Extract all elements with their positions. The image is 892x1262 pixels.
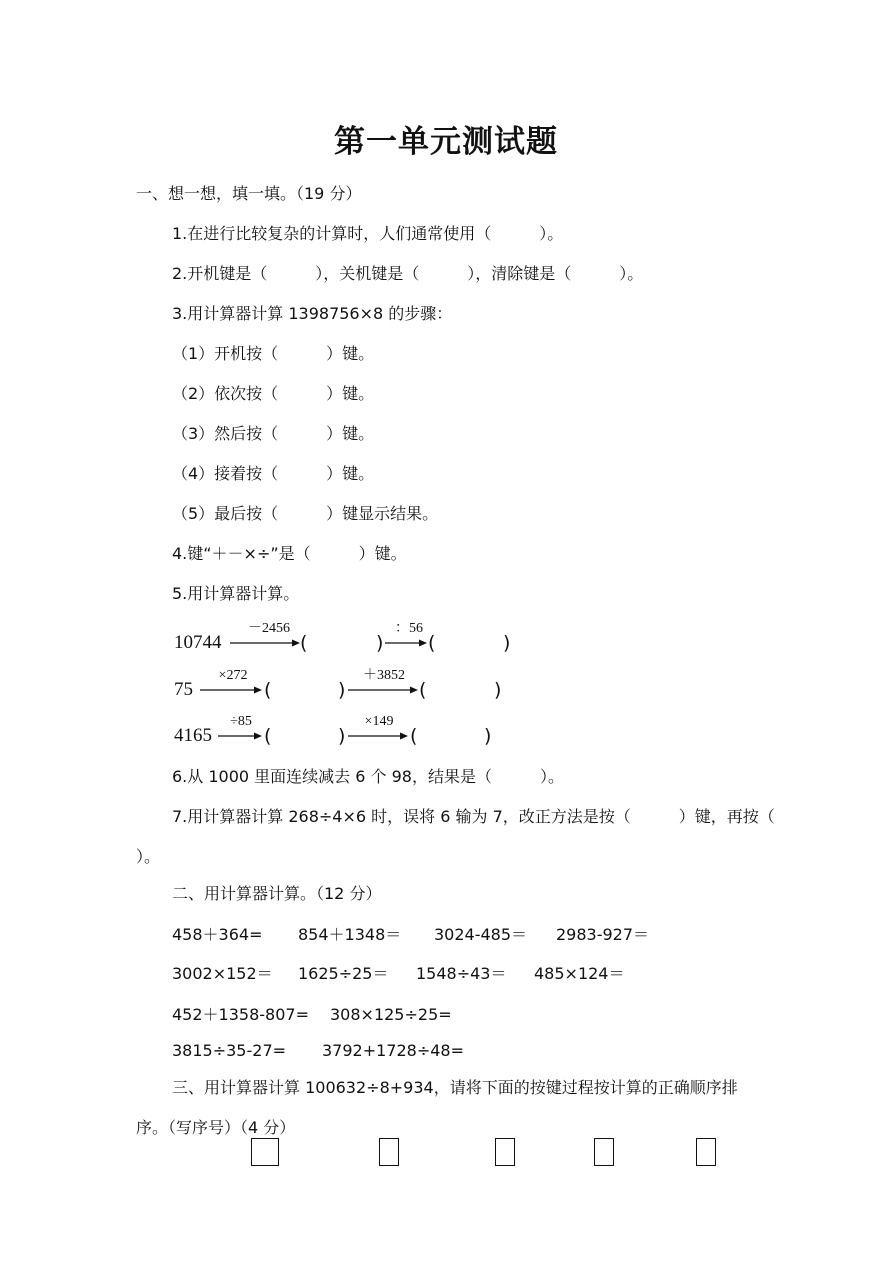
calc-expression: 3024-485＝	[434, 925, 528, 944]
question-5: 5.用计算器计算。	[172, 584, 300, 603]
calc-expression: 452＋1358-807=	[172, 1005, 309, 1024]
calc-expression: 854＋1348＝	[298, 925, 402, 944]
order-answer-box[interactable]	[594, 1138, 614, 1166]
calc-expression: 3815÷35-27=	[172, 1041, 287, 1060]
arrow-icon	[385, 638, 427, 648]
calc-expression: 485×124＝	[534, 964, 625, 983]
chain-start-number: 4165	[174, 725, 212, 746]
section3-heading-continued: 序。（写序号）（4 分）	[136, 1118, 296, 1137]
question-7-line1: 7.用计算器计算 268÷4×6 时，误将 6 输为 7，改正方法是按（ ）键，再按（	[172, 807, 775, 826]
order-answer-box[interactable]	[379, 1138, 399, 1166]
answer-close-paren: )	[338, 679, 346, 701]
question-3: 3.用计算器计算 1398756×8 的步骤：	[172, 304, 453, 323]
calc-expression: 1548÷43＝	[416, 964, 507, 983]
answer-close-paren: )	[494, 679, 502, 701]
calc-expression: 3792+1728÷48=	[322, 1041, 465, 1060]
calc-expression: 2983-927＝	[556, 925, 650, 944]
answer-close-paren: )	[503, 632, 511, 654]
chain-operation-2: ：56	[395, 621, 423, 636]
answer-open-paren: (	[264, 725, 272, 747]
question-4: 4.键“＋－×÷”是（ ）键。	[172, 544, 407, 563]
arrow-icon	[348, 731, 408, 741]
calc-expression: 458＋364=	[172, 925, 263, 944]
calc-expression: 1625÷25＝	[298, 964, 389, 983]
step-2: （2）依次按（ ）键。	[172, 384, 375, 403]
question-6: 6.从 1000 里面连续减去 6 个 98，结果是（ ）。	[172, 767, 564, 786]
chain-operation-1: ÷85	[230, 714, 252, 729]
chain-operation-2: ＋3852	[363, 668, 405, 683]
question-1: 1.在进行比较复杂的计算时，人们通常使用（ ）。	[172, 224, 564, 243]
question-7-line2: ）。	[136, 847, 161, 866]
arrow-icon	[200, 685, 262, 695]
answer-open-paren: (	[264, 679, 272, 701]
question-2: 2.开机键是（ ），关机键是（ ），清除键是（ ）。	[172, 264, 644, 283]
calc-chain-2	[0, 667, 892, 707]
arrow-icon	[230, 638, 300, 648]
chain-start-number: 75	[174, 679, 193, 700]
answer-close-paren: )	[484, 725, 492, 747]
calc-chain-3	[0, 713, 892, 753]
order-answer-box[interactable]	[696, 1138, 716, 1166]
answer-open-paren: (	[428, 632, 436, 654]
step-3: （3）然后按（ ）键。	[172, 424, 375, 443]
step-1: （1）开机按（ ）键。	[172, 344, 375, 363]
answer-close-paren: )	[338, 725, 346, 747]
chain-operation-1: ×272	[218, 668, 248, 683]
arrow-icon	[348, 685, 418, 695]
calc-expression: 3002×152＝	[172, 964, 273, 983]
step-4: （4）接着按（ ）键。	[172, 464, 375, 483]
answer-close-paren: )	[376, 632, 384, 654]
calc-chain-1	[0, 620, 892, 660]
order-answer-box[interactable]	[495, 1138, 515, 1166]
chain-operation-2: ×149	[364, 714, 394, 729]
section3-heading: 三、用计算器计算 100632÷8+934，请将下面的按键过程按计算的正确顺序排	[172, 1078, 738, 1097]
arrow-icon	[218, 731, 262, 741]
order-answer-box[interactable]	[251, 1138, 279, 1166]
answer-open-paren: (	[419, 679, 427, 701]
calc-expression: 308×125÷25=	[330, 1005, 452, 1024]
section1-heading: 一、想一想，填一填。（19 分）	[136, 184, 362, 203]
chain-operation-1: －2456	[248, 621, 290, 636]
answer-open-paren: (	[410, 725, 418, 747]
answer-open-paren: (	[300, 632, 308, 654]
section2-heading: 二、用计算器计算。（12 分）	[172, 884, 382, 903]
chain-start-number: 10744	[174, 632, 222, 653]
page-title: 第一单元测试题	[334, 124, 558, 160]
step-5: （5）最后按（ ）键显示结果。	[172, 504, 439, 523]
